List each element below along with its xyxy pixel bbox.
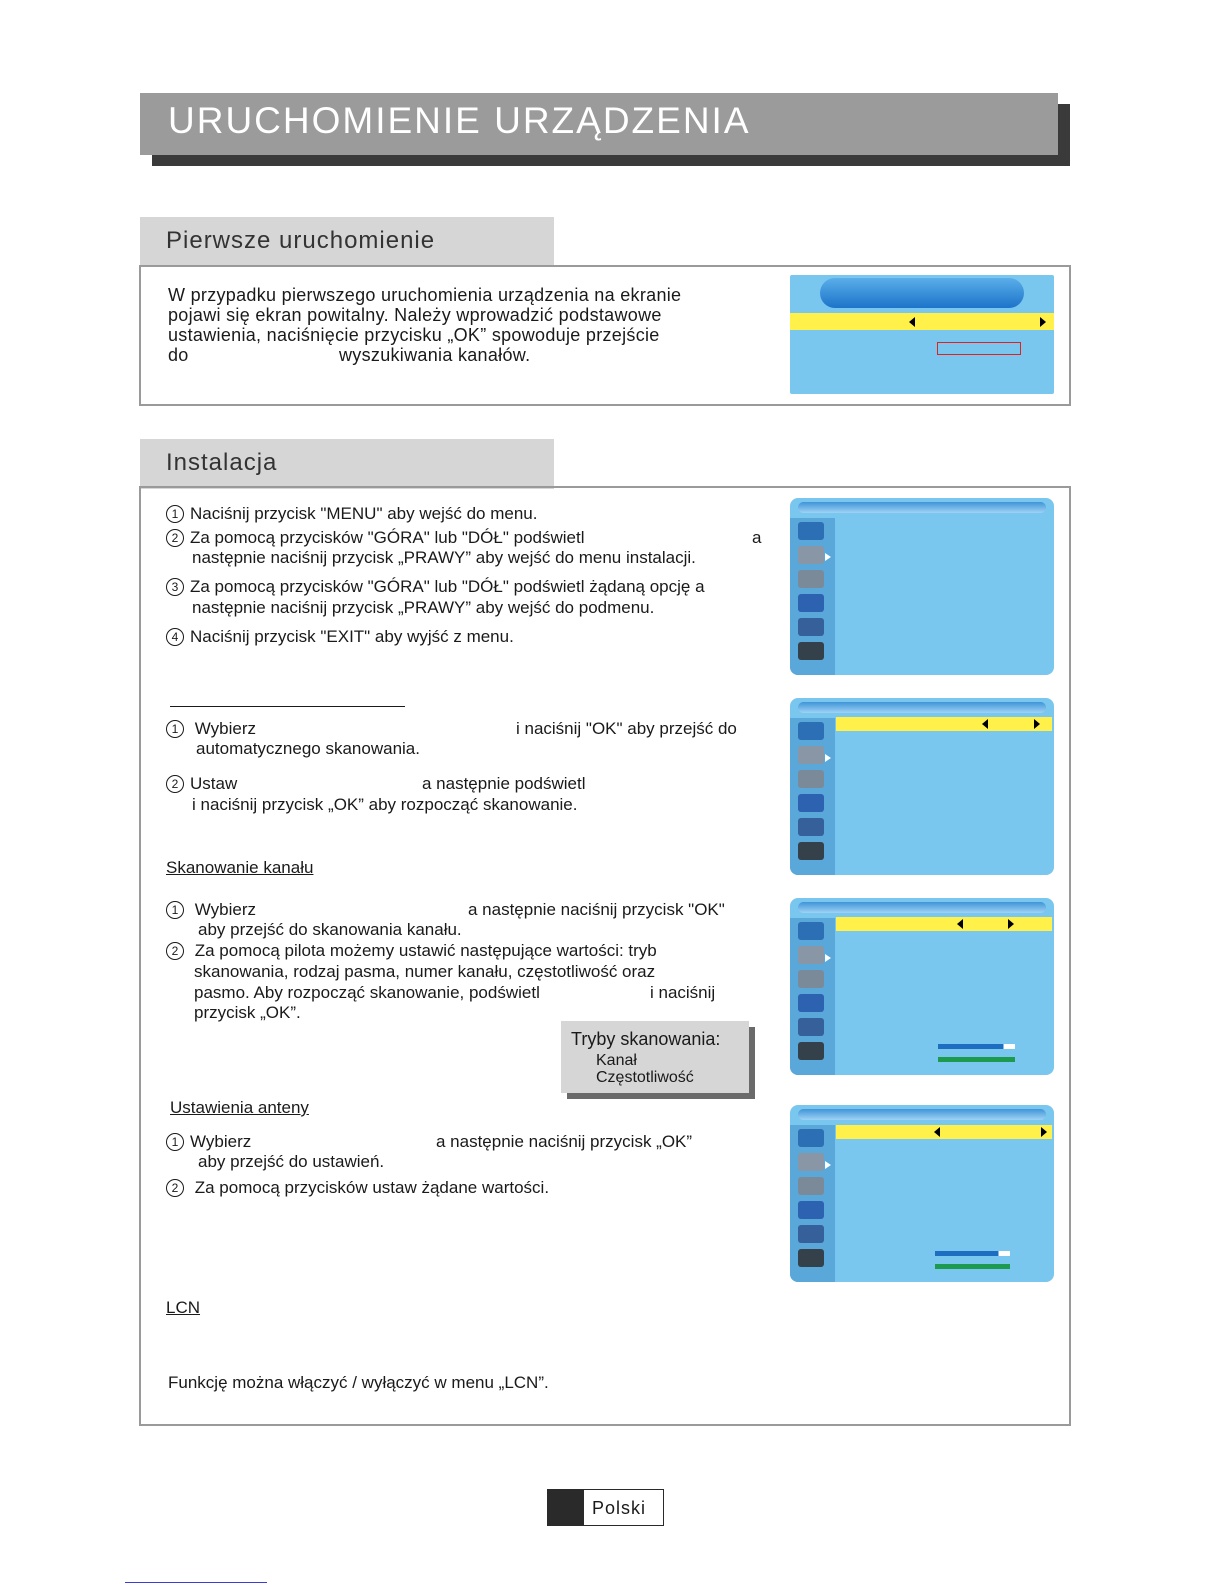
menu-side-icon [798,1177,824,1195]
scan-modes-title: Tryby skanowania: [571,1029,721,1049]
footer-language-box [583,1489,664,1526]
tv-screen-channel-scan [790,898,1054,1075]
tv-highlight-row [836,717,1052,731]
menu-side-icon [798,722,824,740]
menu-side-icon [798,1201,824,1219]
footer-language: Polski [592,1498,647,1518]
scan-mode-item: Kanał [596,1052,637,1069]
step-3: 3 Za pomocą przycisków "GÓRA" lub "DÓŁ" podświetl żądaną opcję a [166,577,705,597]
welcome-highlight-row [790,313,1054,330]
menu-side-icon [798,842,824,860]
menu-side-icon [798,746,824,764]
step-2-line2: następnie naciśnij przycisk „PRAWY” aby wejść do menu instalacji. [192,548,696,567]
lcn-text: Funkcję można włączyć / wyłączyć w menu „LCN”. [168,1373,549,1392]
intro-line-2: pojawi się ekran powitalny. Należy wprowadzić podstawowe [168,305,662,325]
step-4: 4 Naciśnij przycisk "EXIT" aby wyjść z menu. [166,627,514,647]
menu-side-icon [798,1018,824,1036]
channel-step-2: 2 Za pomocą pilota możemy ustawić następujące wartości: tryb [166,941,657,961]
menu-side-icon [798,570,824,588]
channel-step-2-l3a: pasmo. Aby rozpocząć skanowanie, podświetl [194,983,540,1002]
signal-strength-bar [938,1044,1015,1049]
antenna-step-1b: a następnie naciśnij przycisk „OK” [436,1132,693,1151]
tv-highlight-row [836,917,1052,931]
menu-side-icon [798,522,824,540]
arrow-right-icon [1034,719,1040,729]
tv-highlight-row [836,1125,1052,1139]
pointer-icon [825,954,831,962]
menu-side-icon [798,546,824,564]
arrow-left-icon [934,1127,940,1137]
tv-header [798,902,1046,913]
arrow-left-icon [909,317,915,327]
menu-side-icon [798,594,824,612]
menu-side-icon [798,1225,824,1243]
pointer-icon [825,1161,831,1169]
intro-line-1: W przypadku pierwszego uruchomienia urządzenia na ekranie [168,285,682,305]
signal-quality-bar [938,1057,1015,1062]
tv-side-menu [790,518,835,675]
tv-header [798,702,1046,713]
tv-screen-auto-scan [790,698,1054,875]
auto-scan-heading-line [170,706,405,707]
section-tab-first-start [140,217,554,267]
antenna-step-2: 2 Za pomocą przycisków ustaw żądane wartości. [166,1178,549,1198]
scan-modes-box [561,1021,749,1093]
tv-header [798,502,1046,513]
section-title: Instalacja [166,449,278,476]
tv-side-menu [790,718,835,875]
signal-quality-bar [935,1264,1010,1269]
lcn-heading: LCN [166,1298,201,1317]
step-2-tail: a [752,528,762,547]
arrow-left-icon [957,919,963,929]
channel-step-1c: aby przejść do skanowania kanału. [198,920,462,939]
menu-side-icon [798,994,824,1012]
scan-mode-item: Częstotliwość [596,1069,694,1086]
tv-header [798,1109,1046,1120]
pointer-icon [825,553,831,561]
menu-side-icon [798,618,824,636]
welcome-ok-box [937,342,1021,355]
menu-side-icon [798,1129,824,1147]
menu-side-icon [798,922,824,940]
menu-side-icon [798,794,824,812]
antenna-step-1: 1 Wybierz [166,1132,251,1152]
intro-line-4a: do [168,345,189,365]
intro-line-4b: wyszukiwania kanałów. [339,345,531,365]
menu-side-icon [798,770,824,788]
tv-side-menu [790,1125,835,1282]
footer-marker [547,1489,583,1526]
auto-step-2b: a następnie podświetl [422,774,586,793]
menu-side-icon [798,1042,824,1060]
intro-line-3: ustawienia, naciśnięcie przycisku „OK” spowoduje przejście [168,325,660,345]
tv-side-menu [790,918,835,1075]
auto-step-1b: i naciśnij "OK" aby przejść do [516,719,737,738]
bottom-rule [125,1582,267,1583]
channel-step-2-l3b: i naciśnij [650,983,716,1002]
channel-step-1b: a następnie naciśnij przycisk "OK" [468,900,725,919]
section-tab-installation [140,439,554,489]
tv-screen-antenna [790,1105,1054,1282]
auto-step-1: 1 Wybierz [166,719,256,739]
step-2: 2 Za pomocą przycisków "GÓRA" lub "DÓŁ" podświetl [166,528,585,548]
channel-step-1: 1 Wybierz [166,900,256,920]
arrow-right-icon [1040,317,1046,327]
step-1: 1 Naciśnij przycisk "MENU" aby wejść do menu. [166,504,537,524]
menu-side-icon [798,970,824,988]
menu-side-icon [798,642,824,660]
menu-side-icon [798,1249,824,1267]
antenna-step-1c: aby przejść do ustawień. [198,1152,385,1171]
signal-strength-bar [935,1251,1010,1256]
page-title: URUCHOMIENIE URZĄDZENIA [168,100,751,141]
auto-step-2: 2 Ustaw [166,774,237,794]
pointer-icon [825,754,831,762]
channel-scan-heading: Skanowanie kanału [166,858,314,877]
arrow-right-icon [1008,919,1014,929]
arrow-right-icon [1041,1127,1047,1137]
tv-screen-welcome [790,275,1054,394]
step-3-line2: następnie naciśnij przycisk „PRAWY” aby wejść do podmenu. [192,598,655,617]
section-title: Pierwsze uruchomienie [166,227,436,254]
menu-side-icon [798,818,824,836]
menu-side-icon [798,1153,824,1171]
menu-side-icon [798,946,824,964]
auto-step-1c: automatycznego skanowania. [196,739,420,758]
channel-step-2-l2: skanowania, rodzaj pasma, numer kanału, częstotliwość oraz [194,962,656,981]
auto-step-2c: i naciśnij przycisk „OK” aby rozpocząć skanowanie. [192,795,578,814]
antenna-heading: Ustawienia anteny [170,1098,309,1117]
welcome-header [820,278,1024,308]
tv-screen-main-menu [790,498,1054,675]
arrow-left-icon [982,719,988,729]
channel-step-2-l4: przycisk „OK”. [194,1003,301,1022]
